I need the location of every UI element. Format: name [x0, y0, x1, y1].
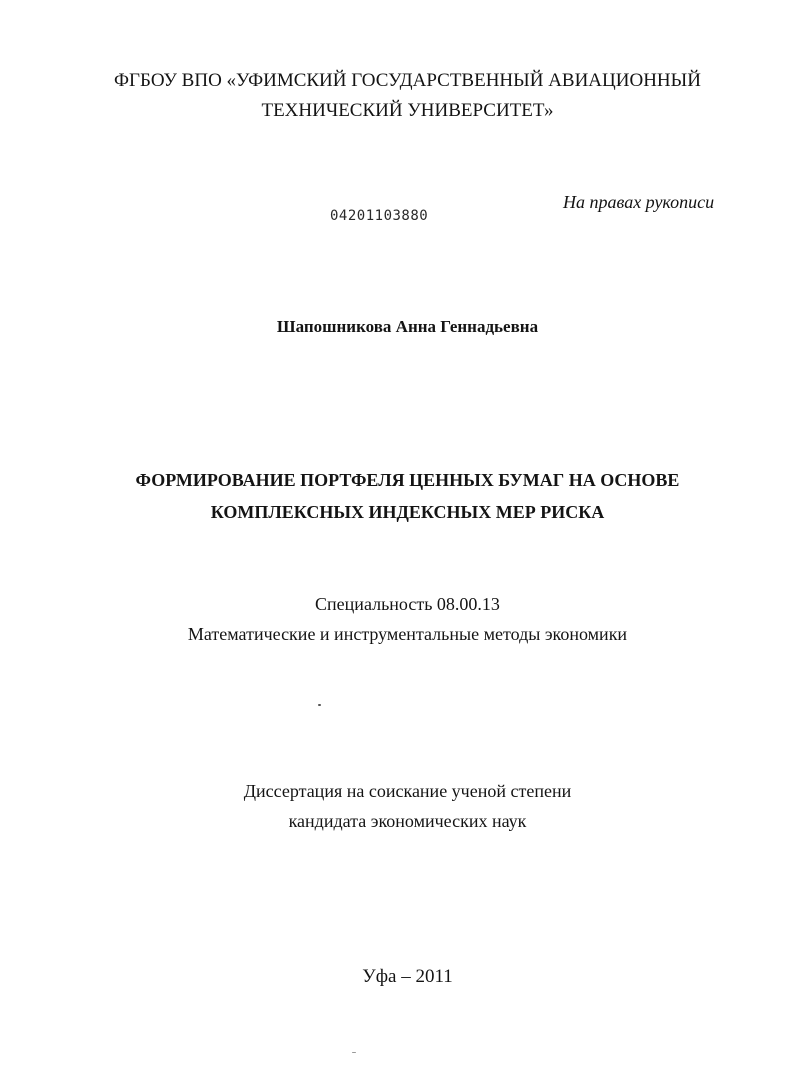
- city-and-year: Уфа – 2011: [362, 966, 453, 987]
- scan-speck: [352, 1052, 356, 1053]
- specialty-name: Математические и инструментальные методы экономики: [187, 624, 628, 644]
- degree-statement-line-1: Диссертация на соискание ученой степени: [243, 781, 572, 801]
- registration-stamp-number: 04201103880: [330, 208, 429, 224]
- dissertation-title-line-1: ФОРМИРОВАНИЕ ПОРТФЕЛЯ ЦЕННЫХ БУМАГ НА ОСНОВЕ: [135, 470, 680, 490]
- dissertation-title-line-2: КОМПЛЕКСНЫХ ИНДЕКСНЫХ МЕР РИСКА: [210, 502, 605, 522]
- specialty-code: Специальность 08.00.13: [315, 594, 500, 614]
- rights-note: На правах рукописи: [563, 192, 715, 212]
- institution-name-line-1: ФГБОУ ВПО «УФИМСКИЙ ГОСУДАРСТВЕННЫЙ АВИАЦИОННЫЙ: [114, 70, 701, 91]
- institution-name-line-2: ТЕХНИЧЕСКИЙ УНИВЕРСИТЕТ»: [261, 100, 554, 121]
- degree-statement-line-2: кандидата экономических наук: [288, 811, 527, 831]
- author-name: Шапошникова Анна Геннадьевна: [276, 317, 539, 336]
- scan-speck: [318, 704, 321, 706]
